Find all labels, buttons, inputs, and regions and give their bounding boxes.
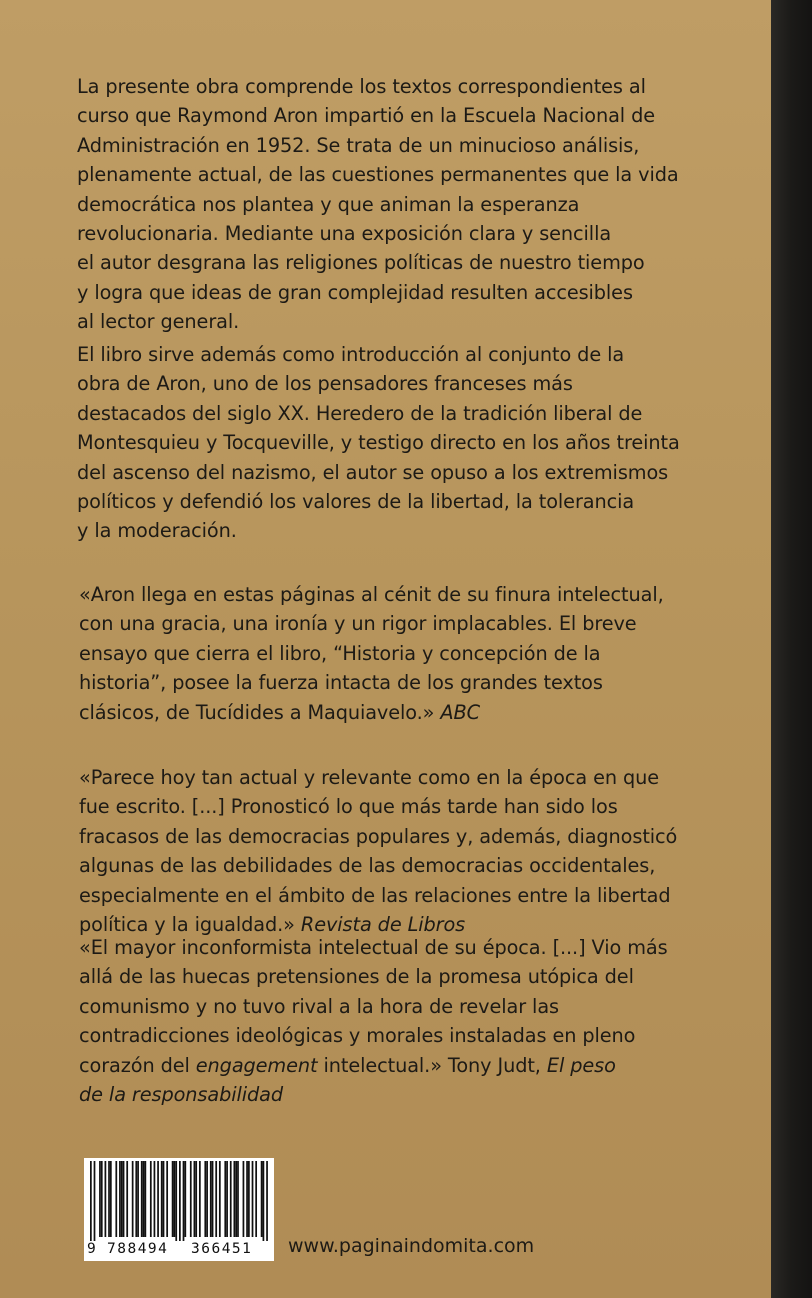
review-quote-revista-de-libros bbox=[79, 763, 719, 939]
barcode-bar bbox=[195, 1161, 197, 1237]
barcode-bar bbox=[119, 1161, 121, 1237]
quote-source: Revista de Libros bbox=[300, 912, 466, 936]
text-line: Administración en 1952. Se trata de un minucioso análisis, bbox=[77, 133, 640, 157]
text-line: contradicciones ideológicas y morales instaladas en pleno bbox=[79, 1024, 636, 1048]
text-line: plenamente actual, de las cuestiones permanentes que la vida bbox=[77, 163, 679, 187]
text-line: El libro sirve además como introducción al conjunto de la bbox=[77, 343, 625, 366]
text-line: comunismo y no tuvo rival a la hora de revelar las bbox=[79, 994, 559, 1018]
barcode-bar bbox=[194, 1161, 196, 1237]
text-line: y logra que ideas de gran complejidad resulten accesibles bbox=[77, 280, 633, 304]
barcode-bar bbox=[224, 1161, 226, 1237]
text-line: democrática nos plantea y que animan la esperanza bbox=[77, 192, 580, 216]
text-line: «El mayor inconformista intelectual de su época. [...] Vio más bbox=[79, 936, 668, 959]
quote-text: política y la igualdad.» bbox=[79, 912, 295, 936]
review-quote-abc bbox=[79, 580, 719, 727]
barcode-bar bbox=[110, 1161, 112, 1237]
text-line: con una gracia, una ironía y un rigor implacables. El breve bbox=[79, 612, 637, 636]
barcode-bar bbox=[150, 1161, 152, 1237]
barcode-bar bbox=[101, 1161, 103, 1237]
barcode-bar bbox=[108, 1161, 110, 1237]
barcode-bar bbox=[237, 1161, 239, 1237]
barcode-digit-prefix: 9 bbox=[87, 1241, 98, 1257]
text-line: fue escrito. [...] Pronosticó lo que más tarde han sido los bbox=[79, 795, 618, 819]
barcode-bar bbox=[154, 1161, 156, 1237]
barcode-bar bbox=[144, 1161, 146, 1237]
barcode-bar bbox=[123, 1161, 125, 1237]
text-line: ensayo que cierra el libro, “Historia y concepción de la bbox=[79, 641, 601, 665]
quote-text: clásicos, de Tucídides a Maquiavelo.» bbox=[79, 700, 435, 724]
barcode-bar bbox=[121, 1161, 123, 1237]
quote-source: ABC bbox=[440, 700, 480, 724]
text-line: allá de las huecas pretensiones de la promesa utópica del bbox=[79, 965, 634, 989]
barcode-bar bbox=[266, 1161, 268, 1241]
text-line: La presente obra comprende los textos correspondientes al bbox=[77, 75, 646, 98]
barcode-bar bbox=[135, 1161, 137, 1237]
barcode-bar bbox=[243, 1161, 245, 1237]
barcode-bar bbox=[143, 1161, 145, 1237]
text-line bbox=[79, 698, 719, 727]
barcode-bar bbox=[219, 1161, 221, 1237]
barcode-bar bbox=[157, 1161, 159, 1237]
text-line: Montesquieu y Tocqueville, y testigo directo en los años treinta bbox=[77, 431, 680, 455]
quote-source: El peso bbox=[546, 1053, 616, 1077]
barcode-bar bbox=[255, 1161, 257, 1237]
quote-text: intelectual.» Tony Judt, bbox=[317, 1053, 547, 1077]
text-line bbox=[79, 1051, 719, 1080]
barcode-bar bbox=[137, 1161, 139, 1237]
barcode-bar bbox=[261, 1161, 263, 1237]
barcode-bars bbox=[90, 1161, 268, 1241]
barcode-bar bbox=[132, 1161, 134, 1237]
barcode-bar bbox=[263, 1161, 265, 1241]
text-line: fracasos de las democracias populares y, además, diagnosticó bbox=[79, 824, 678, 848]
barcode-bar bbox=[126, 1161, 128, 1237]
barcode-bar bbox=[230, 1161, 232, 1237]
barcode-bar bbox=[172, 1161, 174, 1237]
barcode-bar bbox=[226, 1161, 228, 1237]
text-line: al lector general. bbox=[77, 310, 240, 334]
barcode-bar bbox=[212, 1161, 214, 1237]
barcode-bar bbox=[246, 1161, 248, 1237]
barcode-bar bbox=[175, 1161, 177, 1241]
review-quote-tony-judt bbox=[79, 933, 719, 1109]
description-paragraph-2 bbox=[77, 340, 717, 546]
text-line: historia”, posee la fuerza intacta de los grandes textos bbox=[79, 671, 603, 695]
text-line: curso que Raymond Aron impartió en la Escuela Nacional de bbox=[77, 104, 655, 128]
barcode-bar bbox=[99, 1161, 101, 1237]
barcode-digit-group: 366451 bbox=[191, 1241, 253, 1257]
barcode-bar bbox=[210, 1161, 212, 1237]
barcode-bar bbox=[248, 1161, 250, 1237]
barcode-bar bbox=[90, 1161, 92, 1241]
barcode-bar bbox=[215, 1161, 217, 1237]
barcode-bar bbox=[252, 1161, 254, 1237]
barcode-bar bbox=[163, 1161, 165, 1237]
text-line: «Aron llega en estas páginas al cénit de su finura intelectual, bbox=[79, 583, 664, 606]
barcode-bar bbox=[233, 1161, 235, 1237]
quote-italic-term: engagement bbox=[195, 1053, 318, 1077]
book-spine bbox=[771, 0, 812, 1298]
barcode-bar bbox=[105, 1161, 107, 1237]
barcode-bar bbox=[179, 1161, 181, 1241]
text-line: del ascenso del nazismo, el autor se opuso a los extremismos bbox=[77, 460, 669, 484]
text-line: políticos y defendió los valores de la libertad, la tolerancia bbox=[77, 489, 635, 513]
barcode-bar bbox=[183, 1161, 185, 1241]
text-line: «Parece hoy tan actual y relevante como en la época en que bbox=[79, 766, 660, 789]
description-paragraph-1 bbox=[77, 72, 717, 337]
text-line: algunas de las debilidades de las democracias occidentales, bbox=[79, 854, 656, 878]
barcode-bar bbox=[174, 1161, 176, 1237]
barcode-bar bbox=[235, 1161, 237, 1237]
barcode-bar bbox=[115, 1161, 117, 1237]
barcode-bar bbox=[199, 1161, 201, 1237]
barcode-bar bbox=[206, 1161, 208, 1237]
barcode-bar bbox=[190, 1161, 192, 1237]
text-line: obra de Aron, uno de los pensadores franceses más bbox=[77, 372, 573, 396]
text-line: y la moderación. bbox=[77, 519, 237, 543]
barcode-bar bbox=[166, 1161, 168, 1237]
barcode-bar bbox=[204, 1161, 206, 1237]
barcode-digit-group: 788494 bbox=[107, 1241, 169, 1257]
text-line: especialmente en el ámbito de las relaciones entre la libertad bbox=[79, 883, 671, 907]
barcode-bar bbox=[184, 1161, 186, 1237]
text-line: revolucionaria. Mediante una exposición clara y sencilla bbox=[77, 221, 612, 245]
text-line: el autor desgrana las religiones políticas de nuestro tiempo bbox=[77, 251, 645, 275]
barcode-digits bbox=[87, 1240, 273, 1258]
quote-text: corazón del bbox=[79, 1053, 196, 1077]
barcode-bar bbox=[94, 1161, 96, 1241]
publisher-website[interactable]: www.paginaindomita.com bbox=[288, 1235, 535, 1257]
isbn-barcode bbox=[84, 1158, 274, 1261]
quote-source: de la responsabilidad bbox=[79, 1082, 283, 1106]
text-line: destacados del siglo XX. Heredero de la tradición liberal de bbox=[77, 401, 643, 425]
barcode-bar bbox=[141, 1161, 143, 1237]
barcode-bar bbox=[161, 1161, 163, 1237]
